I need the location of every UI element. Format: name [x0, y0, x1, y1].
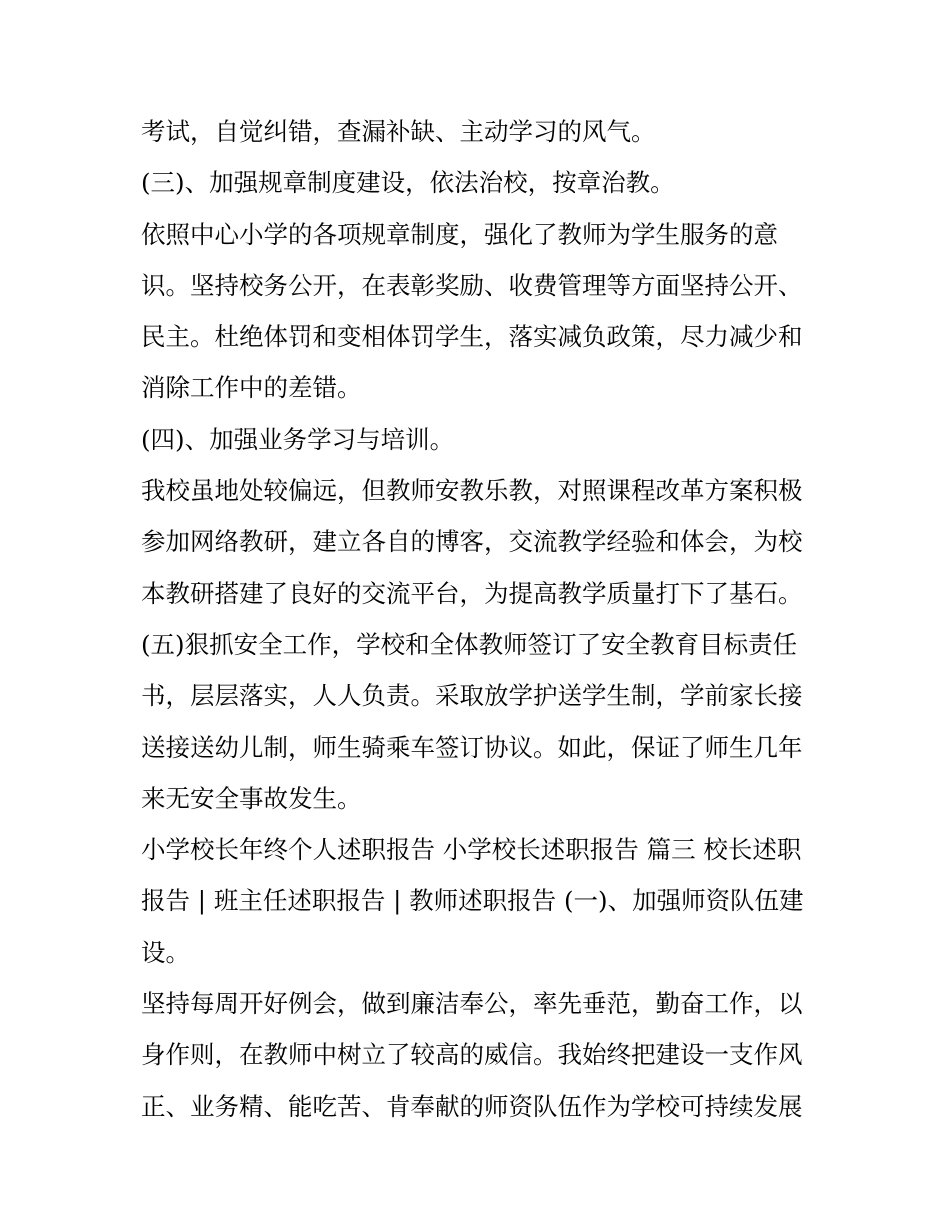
- paragraph-8: 坚持每周开好例会，做到廉洁奉公，率先垂范，勤奋工作，以身作则，在教师中树立了较高的威信。我始终把建设一支作风正、业务精、能吃苦、肯奉献的师资队伍作为学校可持续发展: [141, 989, 803, 1121]
- paragraph-2: (三)、加强规章制度建设，依法治校，按章治教。: [141, 168, 675, 198]
- paragraph-4: (四)、加强业务学习与培训。: [141, 424, 455, 454]
- document-body: [141, 106, 821, 1132]
- paragraph-5: 我校虽地处较偏远，但教师安教乐教，对照课程改革方案积极参加网络教研，建立各自的博客，交流教学经验和体会，为校本教研搭建了良好的交流平台，为提高教学质量打下了基石。: [141, 476, 803, 608]
- paragraph-6: (五)狠抓安全工作，学校和全体教师签订了安全教育目标责任书，层层落实，人人负责。采取放学护送学生制，学前家长接送接送幼儿制，师生骑乘车签订协议。如此，保证了师生几年来无安全事故发生。: [141, 629, 803, 813]
- paragraph-3: 依照中心小学的各项规章制度，强化了教师为学生服务的意识。坚持校务公开，在表彰奖励、收费管理等方面坚持公开、民主。杜绝体罚和变相体罚学生，落实减负政策，尽力减少和消除工作中的差错。: [141, 219, 803, 403]
- paragraph-1: 考试，自觉纠错，查漏补缺、主动学习的风气。: [141, 117, 656, 146]
- paragraph-7: 小学校长年终个人述职报告 小学校长述职报告 篇三 校长述职报告 | 班主任述职报告 | 教师述职报告 (一)、加强师资队伍建设。: [141, 835, 804, 967]
